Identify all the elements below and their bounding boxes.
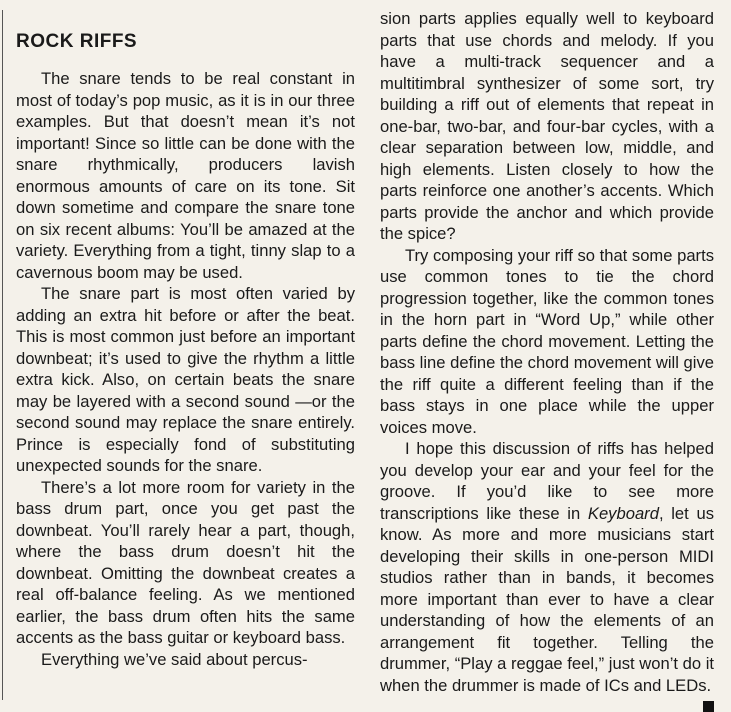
- end-of-article-square-icon: [703, 701, 714, 712]
- paragraph-percussion-continued: sion parts applies equally well to keyboard parts that use chords and melody. If you have a multi-track sequencer and a multitimbral synthesizer of some sort, try building a riff out of elements that repeat in one-bar, two-bar, and four-bar cycles, with a clear separation between low, middle, and high elements. Listen closely to how the parts reinforce one another’s accents. Which parts provide the anchor and which provide the spice?: [380, 9, 714, 243]
- conclusion-text-a: I hope this discussion of riffs has helped you develop your ear and your feel for the groove. If you’d like to see more transcriptions like these in: [380, 439, 714, 523]
- right-column: [380, 8, 714, 712]
- conclusion-text-b: , let us know. As more and more musicians start developing their skills in one-person MIDI studios rather than in bands, it becomes more important than ever to have a clear understanding of how the elements of an arrangement fit together. Telling the drummer, “Play a reggae feel,” just won’t do it when the drummer is made of ICs and LEDs.: [380, 503, 714, 695]
- left-margin-rule: [2, 10, 3, 700]
- article-title: ROCK RIFFS: [16, 31, 138, 52]
- magazine-name: Keyboard: [587, 503, 659, 523]
- paragraph-snare-variation: The snare part is most often varied by adding an extra hit before or after the beat. This is most common just before an important downbeat; it’s used to give the rhythm a little extra kick. Also, on certain beats the snare may be layered with a second sound —or the second sound may replace the snare entirely. Prince is especially fond of substituting unexpected sounds for the snare.: [16, 284, 355, 475]
- paragraph-percussion-start: Everything we’ve said about percus-: [41, 649, 308, 669]
- paragraph-conclusion: [380, 438, 714, 696]
- left-column: [16, 14, 355, 670]
- paragraph-snare-constant: The snare tends to be real constant in most of today’s pop music, as it is in our three examples. But that doesn’t mean it’s not important! Since so little can be done with the snare rhythmically, producers lavish enormous amounts of care on its tone. Sit down sometime and compare the snare tone on six recent albums: You’ll be amazed at the variety. Everything from a tight, tinny slap to a cavernous boom may be used.: [16, 69, 355, 282]
- paragraph-bass-drum: There’s a lot more room for variety in the bass drum part, once you get past the downbeat. You’ll rarely hear a part, though, where the bass drum doesn’t hit the downbeat. Omitting the downbeat creates a real off-balance feeling. As we mentioned earlier, the bass drum often hits the same accents as the bass guitar or keyboard bass.: [16, 477, 355, 647]
- paragraph-common-tones: Try composing your riff so that some parts use common tones to tie the chord progression together, like the common tones in the horn part in “Word Up,” while other parts define the chord movement. Letting the bass line define the chord movement will give the riff quite a different feeling than if the bass stays in one place while the upper voices move.: [380, 245, 714, 437]
